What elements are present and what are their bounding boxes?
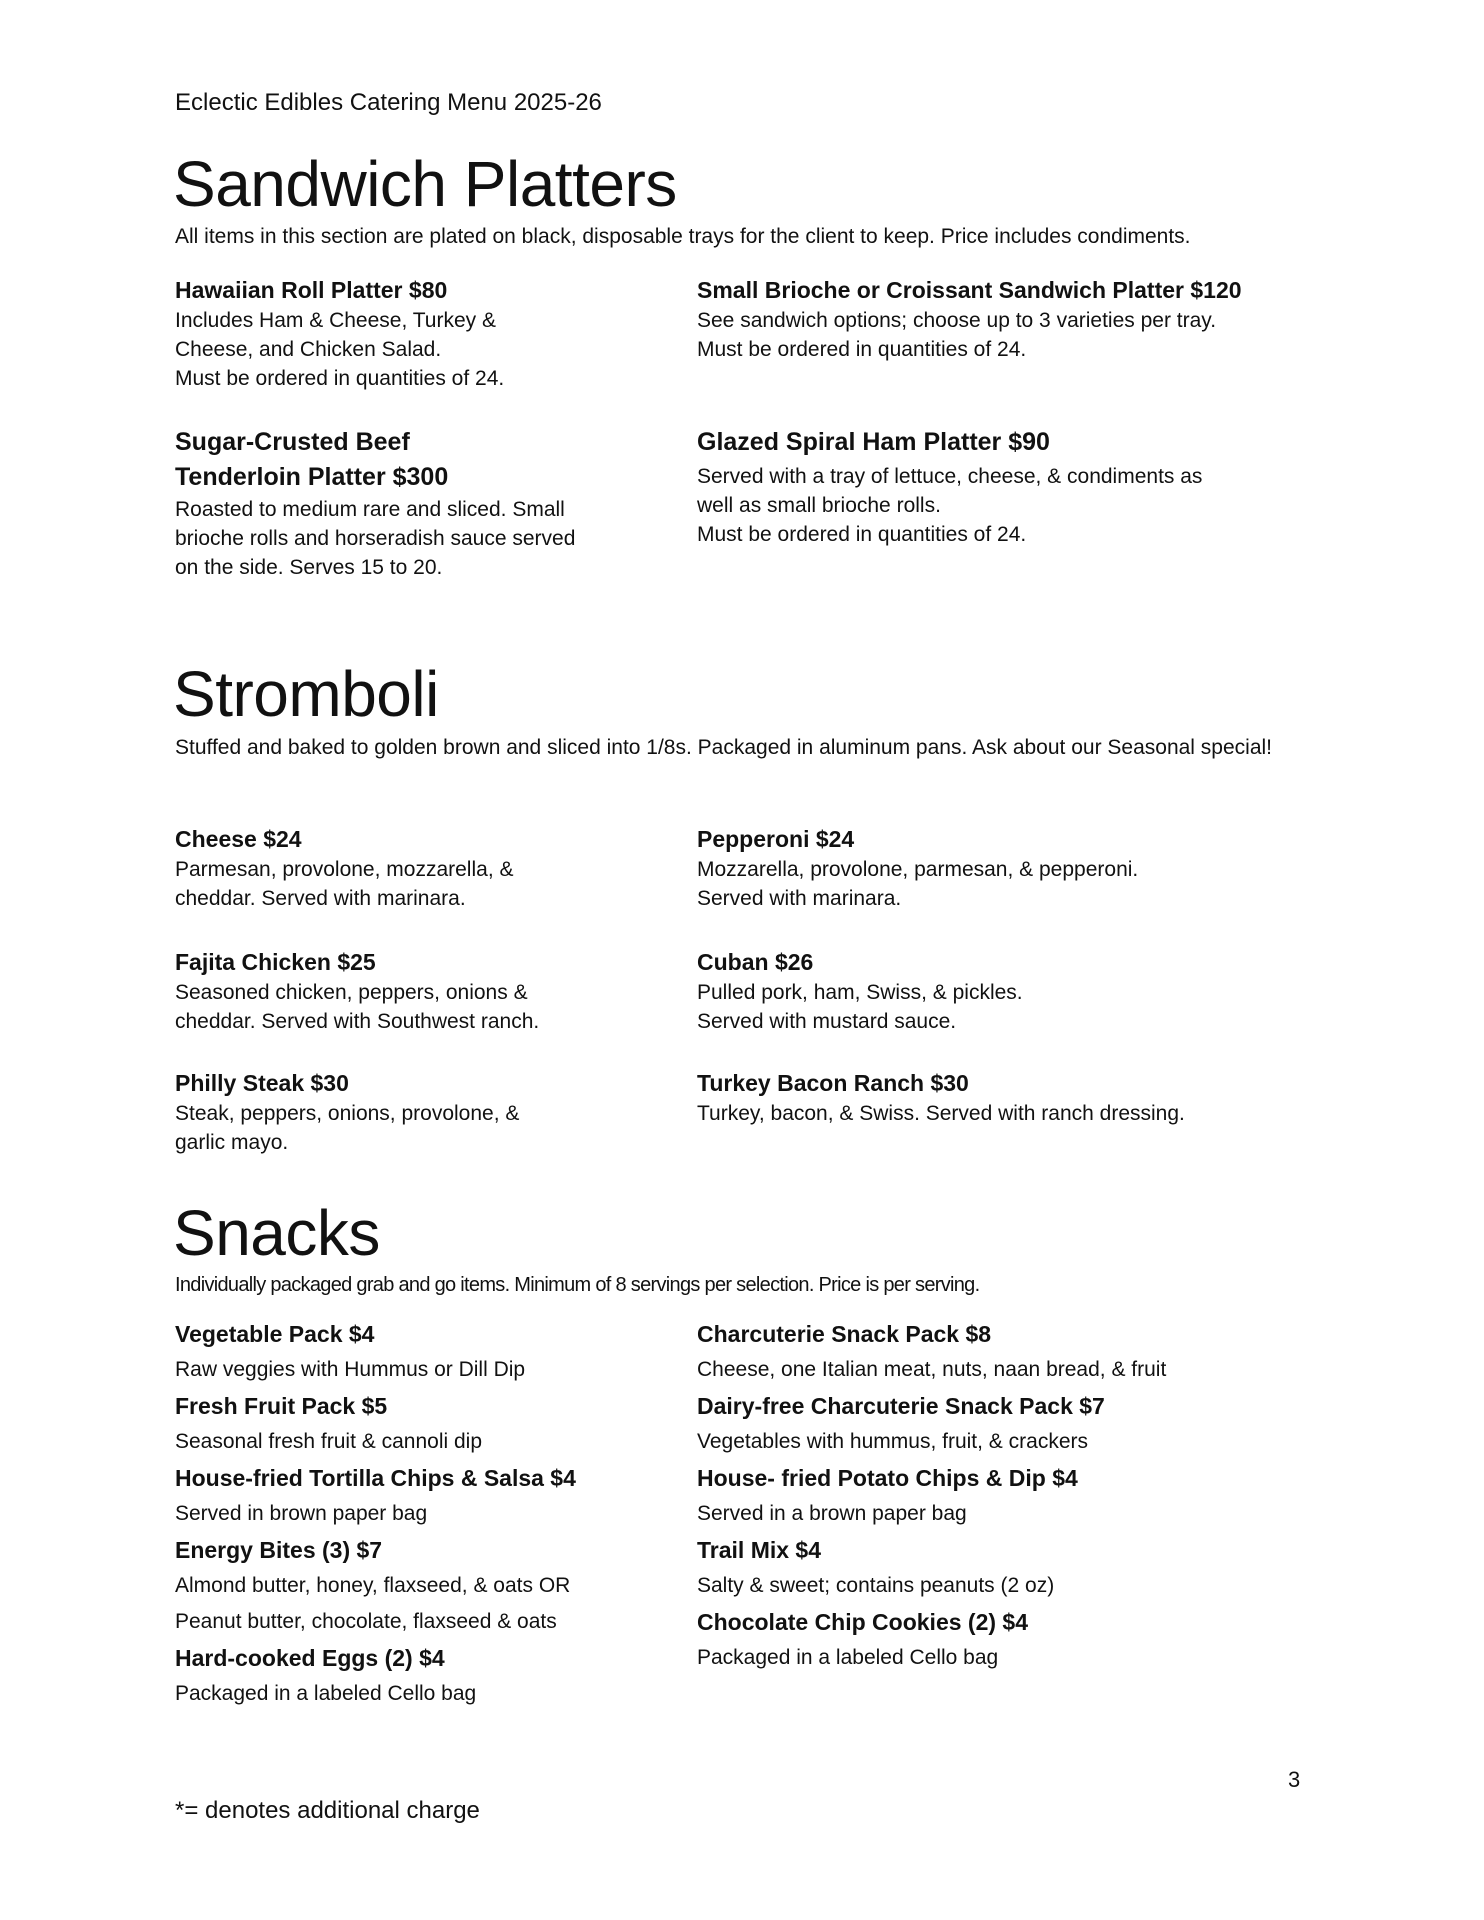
item-description: Pulled pork, ham, Swiss, & pickles. Served with mustard sauce. <box>697 981 1023 1033</box>
menu-item-turkey-bacon-ranch-stromboli <box>697 1068 1317 1128</box>
item-name: Vegetable Pack $4 <box>175 1321 375 1347</box>
page-number: 3 <box>1288 1767 1301 1792</box>
item-name: Cheese $24 <box>175 826 302 852</box>
item-description: Served with a tray of lettuce, cheese, & condiments as well as small brioche rolls. Must be ordered in quantities of 24. <box>697 465 1203 546</box>
item-name: Philly Steak $30 <box>175 1070 349 1096</box>
item-name: Glazed Spiral Ham Platter $90 <box>697 428 1050 456</box>
item-name: House-fried Tortilla Chips & Salsa $4 <box>175 1465 576 1491</box>
item-name: Small Brioche or Croissant Sandwich Platter $120 <box>697 277 1242 303</box>
menu-item-philly-steak-stromboli <box>175 1068 655 1157</box>
menu-item-cuban-stromboli <box>697 947 1317 1036</box>
section-intro-sandwich-platters: All items in this section are plated on black, disposable trays for the client to keep. Price includes condiments. <box>175 225 1191 248</box>
item-description: Mozzarella, provolone, parmesan, & pepperoni. Served with marinara. <box>697 858 1139 910</box>
section-title-snacks: Snacks <box>173 1197 380 1269</box>
item-description: Vegetables with hummus, fruit, & crackers <box>697 1430 1088 1453</box>
item-name: Fresh Fruit Pack $5 <box>175 1393 388 1419</box>
snacks-left-column <box>175 1316 675 1712</box>
item-description: Turkey, bacon, & Swiss. Served with ranch dressing. <box>697 1102 1185 1125</box>
menu-item-fajita-chicken-stromboli <box>175 947 655 1036</box>
item-description: See sandwich options; choose up to 3 varieties per tray. Must be ordered in quantities of 24. <box>697 309 1217 361</box>
item-description: Includes Ham & Cheese, Turkey & Cheese, and Chicken Salad. Must be ordered in quantities of 24. <box>175 309 505 390</box>
item-description: Raw veggies with Hummus or Dill Dip <box>175 1358 526 1381</box>
item-description: Steak, peppers, onions, provolone, & garlic mayo. <box>175 1102 520 1154</box>
document-header: Eclectic Edibles Catering Menu 2025-26 <box>175 89 602 116</box>
section-intro-snacks: Individually packaged grab and go items. Minimum of 8 servings per selection. Price is per serving. <box>175 1274 980 1296</box>
menu-item-glazed-ham-platter <box>697 425 1317 549</box>
menu-item-pepperoni-stromboli <box>697 824 1317 913</box>
section-title-sandwich-platters: Sandwich Platters <box>173 148 677 220</box>
item-description: Cheese, one Italian meat, nuts, naan bread, & fruit <box>697 1358 1167 1381</box>
item-name: Hard-cooked Eggs (2) $4 <box>175 1645 445 1671</box>
item-description: Packaged in a labeled Cello bag <box>697 1646 999 1669</box>
section-title-stromboli: Stromboli <box>173 658 439 730</box>
item-name: Sugar-Crusted Beef Tenderloin Platter $300 <box>175 428 449 491</box>
item-description: Almond butter, honey, flaxseed, & oats OR Peanut butter, chocolate, flaxseed & oats <box>175 1574 571 1633</box>
item-name: Fajita Chicken $25 <box>175 949 376 975</box>
item-name: Trail Mix $4 <box>697 1537 822 1563</box>
item-name: Pepperoni $24 <box>697 826 855 852</box>
item-description: Served in brown paper bag <box>175 1502 428 1525</box>
item-name: Hawaiian Roll Platter $80 <box>175 277 448 303</box>
menu-item-hawaiian-roll-platter <box>175 275 655 393</box>
item-name: Chocolate Chip Cookies (2) $4 <box>697 1609 1029 1635</box>
item-description: Salty & sweet; contains peanuts (2 oz) <box>697 1574 1055 1597</box>
menu-item-brioche-croissant-platter <box>697 275 1317 364</box>
footnote: *= denotes additional charge <box>175 1797 480 1824</box>
snacks-right-column <box>697 1316 1317 1676</box>
item-name: Energy Bites (3) $7 <box>175 1537 383 1563</box>
menu-item-cheese-stromboli <box>175 824 655 913</box>
item-description: Parmesan, provolone, mozzarella, & cheddar. Served with marinara. <box>175 858 514 910</box>
menu-item-beef-tenderloin-platter <box>175 425 655 582</box>
item-name: House- fried Potato Chips & Dip $4 <box>697 1465 1078 1491</box>
item-description: Roasted to medium rare and sliced. Small brioche rolls and horseradish sauce served on the side. Serves 15 to 20. <box>175 498 576 579</box>
item-description: Packaged in a labeled Cello bag <box>175 1682 477 1705</box>
item-name: Charcuterie Snack Pack $8 <box>697 1321 992 1347</box>
item-name: Turkey Bacon Ranch $30 <box>697 1070 969 1096</box>
item-name: Cuban $26 <box>697 949 814 975</box>
item-description: Served in a brown paper bag <box>697 1502 967 1525</box>
item-description: Seasonal fresh fruit & cannoli dip <box>175 1430 483 1453</box>
item-description: Seasoned chicken, peppers, onions & cheddar. Served with Southwest ranch. <box>175 981 540 1033</box>
section-intro-stromboli: Stuffed and baked to golden brown and sliced into 1/8s. Packaged in aluminum pans. Ask about our Seasonal special! <box>175 736 1273 759</box>
item-name: Dairy-free Charcuterie Snack Pack $7 <box>697 1393 1105 1419</box>
